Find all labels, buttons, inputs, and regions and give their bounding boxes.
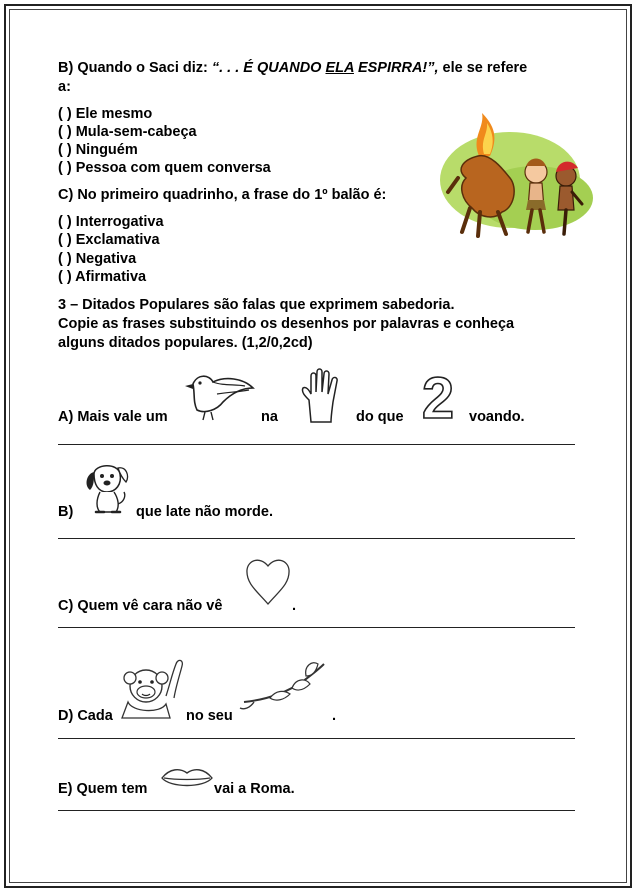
item-c-part-2: . xyxy=(292,598,297,614)
option-b-4: ( ) Pessoa com quem conversa xyxy=(58,160,271,176)
question-3-title: 3 – Ditados Populares são falas que exprimem sabedoria. xyxy=(58,297,455,313)
item-b-part-2: que late não morde. xyxy=(136,504,273,520)
item-a-part-3: do que xyxy=(356,409,404,425)
heart-icon xyxy=(244,554,292,606)
hand-icon xyxy=(297,366,345,424)
branch-icon xyxy=(240,656,326,714)
answer-line-e[interactable] xyxy=(58,810,575,811)
option-b-2: ( ) Mula-sem-cabeça xyxy=(58,124,197,140)
quote-underlined-word: ELA xyxy=(325,60,354,76)
question-b-continuation: a: xyxy=(58,79,71,95)
question-b-text xyxy=(58,59,527,77)
answer-line-d[interactable] xyxy=(58,738,575,739)
bird-icon xyxy=(183,366,257,422)
question-3-instruction-2: alguns ditados populares. (1,2/0,2cd) xyxy=(58,335,313,351)
number-two-glyph: 2 xyxy=(421,366,455,431)
item-a-part-1: A) Mais vale um xyxy=(58,409,168,425)
saci-mula-illustration xyxy=(440,108,600,243)
quote-part-b: ESPIRRA!”, xyxy=(353,60,439,76)
item-d-part-1: D) Cada xyxy=(58,708,113,724)
dog-icon xyxy=(82,460,132,518)
answer-line-b[interactable] xyxy=(58,538,575,539)
item-a-part-2: na xyxy=(261,409,278,425)
question-3-instruction-1: Copie as frases substituindo os desenhos por palavras e conheça xyxy=(58,316,515,332)
option-c-3: ( ) Negativa xyxy=(58,251,137,267)
option-c-1: ( ) Interrogativa xyxy=(58,214,164,230)
answer-line-c[interactable] xyxy=(58,627,575,628)
item-e-part-2: vai a Roma. xyxy=(214,781,295,797)
item-c-part-1: C) Quem vê cara não vê xyxy=(58,598,223,614)
option-c-4: ( ) Afirmativa xyxy=(58,269,147,285)
item-a-part-4: voando. xyxy=(469,409,525,425)
question-c-text: C) No primeiro quadrinho, a frase do 1º balão é: xyxy=(58,187,387,203)
quote-part-a: “. . . É QUANDO xyxy=(211,60,326,76)
item-d-part-2: no seu xyxy=(186,708,233,724)
option-c-2: ( ) Exclamativa xyxy=(58,232,160,248)
answer-line-a[interactable] xyxy=(58,444,575,445)
question-b-suffix: ele se refere xyxy=(438,60,528,76)
option-b-3: ( ) Ninguém xyxy=(58,142,138,158)
number-two-icon xyxy=(412,366,464,431)
item-e-part-1: E) Quem tem xyxy=(58,781,148,797)
question-b-prefix: B) Quando o Saci diz: xyxy=(58,60,212,76)
monkey-icon xyxy=(118,656,188,722)
item-d-part-3: . xyxy=(332,708,337,724)
item-b-part-1: B) xyxy=(58,504,74,520)
mouth-icon xyxy=(160,764,214,792)
option-b-1: ( ) Ele mesmo xyxy=(58,106,153,122)
